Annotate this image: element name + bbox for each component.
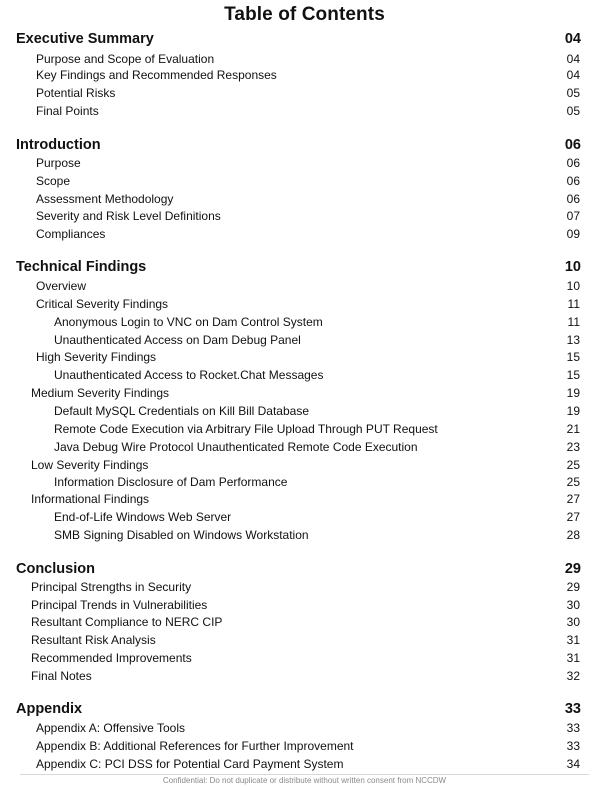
toc-page-number: 11 xyxy=(567,315,580,329)
toc-page-number: 04 xyxy=(564,31,581,47)
toc-page-number: 33 xyxy=(564,701,581,717)
toc-page-number: 06 xyxy=(566,192,580,206)
toc-entry-label: Recommended Improvements xyxy=(31,651,192,665)
toc-entry-label: Appendix B: Additional References for Further Improvement xyxy=(36,739,354,753)
toc-section-title: Introduction xyxy=(16,137,101,153)
toc-section-appendix[interactable] xyxy=(0,700,609,718)
toc-page-number: 11 xyxy=(567,297,580,311)
confidentiality-footer: Confidential: Do not duplicate or distribute without written consent from NCCDW xyxy=(162,776,447,785)
toc-entry-label: Informational Findings xyxy=(31,492,150,506)
toc-entry[interactable] xyxy=(0,384,609,402)
toc-entry-label: Resultant Risk Analysis xyxy=(31,633,156,647)
toc-page-number: 19 xyxy=(566,404,580,418)
toc-section-executive-summary[interactable] xyxy=(0,30,609,48)
toc-entry-label: Information Disclosure of Dam Performance xyxy=(54,475,288,489)
toc-entry[interactable] xyxy=(0,737,609,755)
toc-entry[interactable] xyxy=(0,102,609,120)
toc-page-number: 06 xyxy=(564,137,581,153)
toc-entry-label: Key Findings and Recommended Responses xyxy=(36,68,277,82)
toc-entry[interactable] xyxy=(0,84,609,102)
toc-entry[interactable] xyxy=(0,172,609,190)
toc-page-number: 04 xyxy=(566,68,580,82)
toc-entry-label: Principal Strengths in Security xyxy=(31,580,192,594)
toc-entry[interactable] xyxy=(0,313,609,331)
toc-entry-label: Final Notes xyxy=(31,669,92,683)
toc-section-title: Appendix xyxy=(16,701,83,717)
toc-entry[interactable] xyxy=(0,207,609,225)
toc-page-number: 33 xyxy=(566,739,580,753)
toc-page-number: 30 xyxy=(566,598,580,612)
toc-page-number: 06 xyxy=(566,174,580,188)
toc-section-introduction[interactable] xyxy=(0,136,609,154)
toc-page-number: 10 xyxy=(566,279,580,293)
toc-entry[interactable] xyxy=(0,613,609,631)
toc-entry-label: Medium Severity Findings xyxy=(31,386,170,400)
toc-page-number: 31 xyxy=(566,633,580,647)
toc-entry[interactable] xyxy=(0,667,609,685)
toc-page-number: 33 xyxy=(566,721,580,735)
toc-entry-label: SMB Signing Disabled on Windows Workstation xyxy=(54,528,309,542)
toc-entry-label: Scope xyxy=(36,174,71,188)
toc-entry-label: Appendix A: Offensive Tools xyxy=(36,721,185,735)
toc-entry[interactable] xyxy=(0,719,609,737)
toc-page-number: 25 xyxy=(566,458,580,472)
toc-page-number: 29 xyxy=(566,580,580,594)
toc-page-number: 23 xyxy=(566,440,580,454)
toc-entry[interactable] xyxy=(0,456,609,474)
toc-page-number: 15 xyxy=(566,368,580,382)
toc-page-number: 04 xyxy=(566,52,580,66)
toc-section-title: Executive Summary xyxy=(16,31,154,47)
toc-entry-label: Purpose xyxy=(36,156,81,170)
toc-entry-label: Compliances xyxy=(36,227,106,241)
toc-page-number: 29 xyxy=(564,561,581,577)
toc-entry-label: Principal Trends in Vulnerabilities xyxy=(31,598,208,612)
toc-entry-label: Overview xyxy=(36,279,87,293)
toc-entry[interactable] xyxy=(0,225,609,243)
toc-page-number: 31 xyxy=(566,651,580,665)
toc-page-number: 19 xyxy=(566,386,580,400)
toc-entry[interactable] xyxy=(0,420,609,438)
toc-page-number: 09 xyxy=(566,227,580,241)
toc-entry[interactable] xyxy=(0,755,609,773)
toc-entry-label: Appendix C: PCI DSS for Potential Card Payment System xyxy=(36,757,344,771)
toc-entry[interactable] xyxy=(0,348,609,366)
toc-page-number: 30 xyxy=(566,615,580,629)
toc-entry-label: Remote Code Execution via Arbitrary File Upload Through PUT Request xyxy=(54,422,438,436)
toc-entry[interactable] xyxy=(0,277,609,295)
footer-divider xyxy=(20,774,589,775)
toc-entry[interactable] xyxy=(0,190,609,208)
toc-entry[interactable] xyxy=(0,578,609,596)
toc-entry-label: Resultant Compliance to NERC CIP xyxy=(31,615,223,629)
toc-entry-label: Severity and Risk Level Definitions xyxy=(36,209,221,223)
toc-entry[interactable] xyxy=(0,295,609,313)
toc-entry[interactable] xyxy=(0,438,609,456)
toc-entry-label: Purpose and Scope of Evaluation xyxy=(36,52,215,66)
toc-entry-label: High Severity Findings xyxy=(36,350,157,364)
toc-page-number: 25 xyxy=(566,475,580,489)
page-title: Table of Contents xyxy=(224,4,385,25)
toc-page-number: 10 xyxy=(564,259,581,275)
toc-page-number: 34 xyxy=(566,757,580,771)
toc-entry-label: Unauthenticated Access to Rocket.Chat Messages xyxy=(54,368,324,382)
toc-entry-label: Java Debug Wire Protocol Unauthenticated Remote Code Execution xyxy=(54,440,418,454)
toc-section-title: Conclusion xyxy=(16,561,95,577)
toc-entry[interactable] xyxy=(0,473,609,491)
toc-entry[interactable] xyxy=(0,649,609,667)
toc-entry[interactable] xyxy=(0,526,609,544)
toc-page-number: 05 xyxy=(566,86,580,100)
toc-entry[interactable] xyxy=(0,490,609,508)
toc-entry[interactable] xyxy=(0,631,609,649)
toc-page-number: 27 xyxy=(566,492,580,506)
toc-entry-label: Critical Severity Findings xyxy=(36,297,169,311)
toc-entry[interactable] xyxy=(0,366,609,384)
toc-entry[interactable] xyxy=(0,331,609,349)
toc-entry[interactable] xyxy=(0,596,609,614)
toc-entry-label: Default MySQL Credentials on Kill Bill Database xyxy=(54,404,310,418)
toc-entry[interactable] xyxy=(0,508,609,526)
toc-entry-label: Assessment Methodology xyxy=(36,192,174,206)
toc-page-number: 15 xyxy=(566,350,580,364)
toc-section-technical-findings[interactable] xyxy=(0,258,609,276)
toc-entry[interactable] xyxy=(0,154,609,172)
toc-section-conclusion[interactable] xyxy=(0,560,609,578)
toc-entry[interactable] xyxy=(0,66,609,84)
toc-page-number: 21 xyxy=(566,422,580,436)
toc-page-number: 06 xyxy=(566,156,580,170)
toc-page-number: 28 xyxy=(566,528,580,542)
toc-entry-label: End-of-Life Windows Web Server xyxy=(54,510,232,524)
toc-section-title: Technical Findings xyxy=(16,259,147,275)
toc-entry[interactable] xyxy=(0,402,609,420)
toc-page-number: 13 xyxy=(566,333,580,347)
toc-entry-label: Potential Risks xyxy=(36,86,116,100)
toc-entry-label: Unauthenticated Access on Dam Debug Panel xyxy=(54,333,301,347)
toc-page-number: 27 xyxy=(566,510,580,524)
toc-page-number: 32 xyxy=(566,669,580,683)
toc-entry-label: Anonymous Login to VNC on Dam Control System xyxy=(54,315,323,329)
toc-entry-label: Low Severity Findings xyxy=(31,458,149,472)
toc-page-number: 05 xyxy=(566,104,580,118)
toc-entry-label: Final Points xyxy=(36,104,99,118)
toc-page-number: 07 xyxy=(566,209,580,223)
